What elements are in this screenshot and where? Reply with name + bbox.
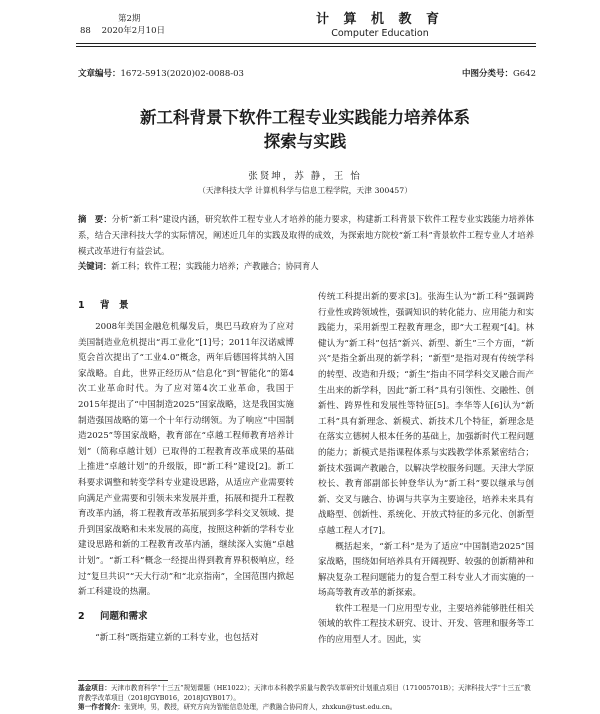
section-heading-background [78,298,294,314]
title-line-1: 新工科背景下软件工程专业实践能力培养体系 [140,108,470,127]
author-bio-label: 第一作者简介： [78,703,125,711]
author-bio-text: 张贤坤，男，教授，研究方向为智能信息处理，产教融合协同育人，zhxkun@tust.edu.cn。 [124,703,397,711]
article-number [78,67,244,79]
section-number: 2 [78,610,85,622]
funding-label: 基金项目： [78,684,111,692]
body-paragraph: 2008年美国金融危机爆发后，奥巴马政府为了应对美国制造业危机提出“再工业化”[1]号；2011年汉诺威博览会首次提出了“工业4.0”概念，两年后德国将其纳入国家战略。自此，世界正经历从“信息化”到“智能化”的第4次工业革命时代。为了应对第4次工业革命，我国于2015年提出了“中国制造2025”国家战略，这是我国实施制造强国战略的第一个十年行动纲领。为了响应“中国制造2025”等国家战略，教育部在“卓越工程师教育培养计划”（简称卓越计划）已取得的工程教育改革成果的基础上推进“卓越计划”的升级版，即“新工科”建设[2]。新工科要求调整和转变学科专业建设思路，从适应产业需要转向满足产业需要和引领未来发展并重，拓展和提升工程教育改革内涵，将工程教育改革拓展到多学科交叉领域、提升到国家战略和未来发展的高度，按照这种新的学科专业建设思路和新的工程教育改革内涵，继续深入实施“卓越计划”。“新工科”概念一经提出得到教育界积极响应，经过“复旦共识”“天大行动”和“北京指南”，全国范围内掀起新工科建设的热潮。 [78,322,294,598]
funding-text: 天津市教育科学“十三五”规划课题（HE1022）；天津市本科教学质量与教学改革研究计划重点项目（171005701B）；天津科技大学“十三五”教育教学改革项目（2018JGYB016，2018JGYB017）。 [78,684,531,702]
clc-label: 中图分类号： [461,69,513,79]
clc-number [462,67,536,79]
clc-value: G642 [512,69,536,79]
article-number-label: 文章编号： [78,69,121,79]
abstract-text: 分析“新工科”建设内涵，研究软件工程专业人才培养的能力要求，构建新工科背景下软件工程专业实践能力培养体系，结合天津科技大学的实际情况，阐述近几年的实践及取得的成效，为探索地方院校“新工科”背景软件工程专业人才培养模式改革进行有益尝试。 [78,214,534,256]
page-and-date: 88 2020年2月10日 [80,26,165,36]
abstract-label: 摘 要： [78,214,112,224]
author-list: 张贤坤，苏 静，王 怡 [248,171,362,182]
header-rule-thin [76,46,536,47]
keywords [78,259,534,273]
footnote [78,684,534,713]
title-line-2: 探索与实践 [263,132,347,151]
section-title: 背 景 [100,300,129,311]
body-paragraph: “新工科”既指建立新的工科专业，也包括对 [95,632,259,643]
body-paragraph: 概括起来，“新工科”是为了适应“中国制造2025”国家战略，围绕如何培养具有开阔视野、较强的创新精神和解决复杂工程问题能力的复合型工科专业人才而实施的一场高等教育改革的新探索。 [318,541,534,599]
body-column-right [318,290,534,649]
footnote-rule [78,680,168,681]
keywords-text: 新工科；软件工程；实践能力培养；产教融合；协同育人 [111,261,319,271]
header-rule-thick [76,43,536,44]
body-column-left [78,290,294,646]
issue-number: 第2期 [118,14,141,24]
journal-masthead [230,8,530,39]
funding-note [78,684,534,703]
abstract [78,211,534,259]
section-title: 问题和需求 [100,610,148,622]
section-heading-problems [78,609,294,625]
section-number: 1 [78,300,85,311]
journal-name-cn: 计 算 机 教 育 [315,12,445,27]
running-header-left [80,13,200,37]
author-affiliation: （天津科技大学 计算机科学与信息工程学院，天津 300457） [197,186,413,195]
author-bio-note [78,703,534,713]
body-paragraph-continued: 传统工科提出新的要求[3]。张海生认为“新工科”强调跨行业性或跨领域性，强调知识的转化能力、应用能力和实践能力，采用新型工程教育理念，即“大工程观”[4]。林健认为“新工科”包括“新兴、新型、新生”三个方面，“新兴”是指全新出现的新学科；“新型”是指对现有传统学科的转型、改造和升级；“新生”指由不同学科交叉融合而产生出来的新学科，因此“新工科”具有引领性、交融性、创新性、跨界性和发展性等特征[5]。李华等人[6]认为“新工科”具有新理念、新模式、新技术几个特征，新理念是在落实立德树人根本任务的基础上，加强新时代工程问题的能力；新模式是指课程体系与实践教学体系紧密结合；新技术强调产教融合，以解决学校服务问题。天津大学原校长、教育部副部长钟登华认为“新工科”要以继承与创新、交叉与融合、协调与共享为主要途径，培养未来具有战略型、创新性、系统化、开放式特征的多元化、创新型卓越工程人才[7]。 [318,292,534,536]
keywords-label: 关键词： [78,261,112,271]
journal-name-en: Computer Education [331,28,429,39]
body-paragraph: 软件工程是一门应用型专业，主要培养能够胜任相关领域的软件工程技术研究、设计、开发、管理和服务等工作的应用型人才。因此，实 [318,603,534,646]
article-number-value: 1672-5913(2020)02-0088-03 [120,69,244,79]
paper-title [70,106,540,154]
